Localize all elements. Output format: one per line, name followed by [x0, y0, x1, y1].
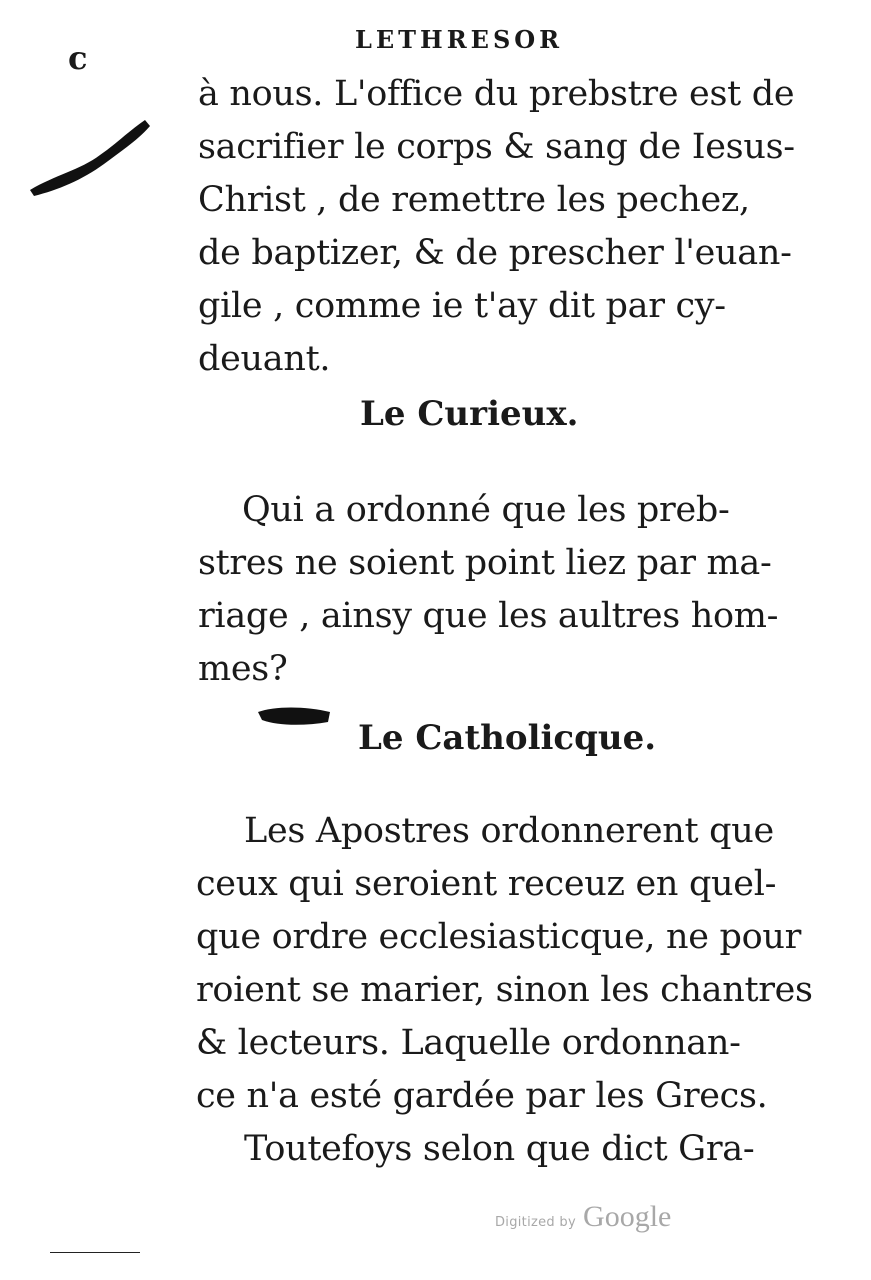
text-line: deuant. — [198, 339, 331, 379]
text-line: Les Apostres ordonnerent que — [244, 811, 774, 851]
google-logo: Google — [583, 1200, 672, 1233]
ink-smudge-mid — [258, 708, 330, 725]
watermark-prefix: Digitized by — [495, 1215, 576, 1230]
passage-3 — [196, 805, 816, 1176]
section-heading-curieux: Le Curieux. — [360, 394, 579, 434]
passage-1 — [198, 68, 818, 386]
text-line: à nous. L'office du prebstre est de — [198, 74, 795, 114]
footer-rule — [50, 1252, 140, 1253]
passage-2 — [198, 484, 818, 696]
text-line: ceux qui seroient receuz en quel- — [196, 864, 777, 904]
text-line: sacrifier le corps & sang de Iesus- — [198, 127, 795, 167]
marginal-mark: c — [68, 39, 88, 77]
section-heading-catholicque: Le Catholicque. — [358, 718, 657, 758]
text-line: de baptizer, & de prescher l'euan- — [198, 233, 792, 273]
text-line: riage , ainsy que les aultres hom- — [198, 596, 779, 636]
text-line: Christ , de remettre les pechez, — [198, 180, 750, 220]
text-line: que ordre ecclesiasticque, ne pour — [196, 917, 802, 957]
text-line: ce n'a esté gardée par les Grecs. — [196, 1076, 768, 1116]
digitization-watermark — [495, 1200, 671, 1234]
text-line: stres ne soient point liez par ma- — [198, 543, 772, 583]
text-line: Toutefoys selon que dict Gra- — [244, 1129, 755, 1169]
text-line: & lecteurs. Laquelle ordonnan- — [196, 1023, 741, 1063]
text-line: mes? — [198, 649, 288, 689]
text-line: roient se marier, sinon les chantres — [196, 970, 813, 1010]
text-line: gile , comme ie t'ay dit par cy- — [198, 286, 726, 326]
ink-blot-left-margin — [30, 120, 150, 196]
text-line: Qui a ordonné que les preb- — [242, 490, 730, 530]
running-head: LETHRESOR — [355, 25, 564, 54]
